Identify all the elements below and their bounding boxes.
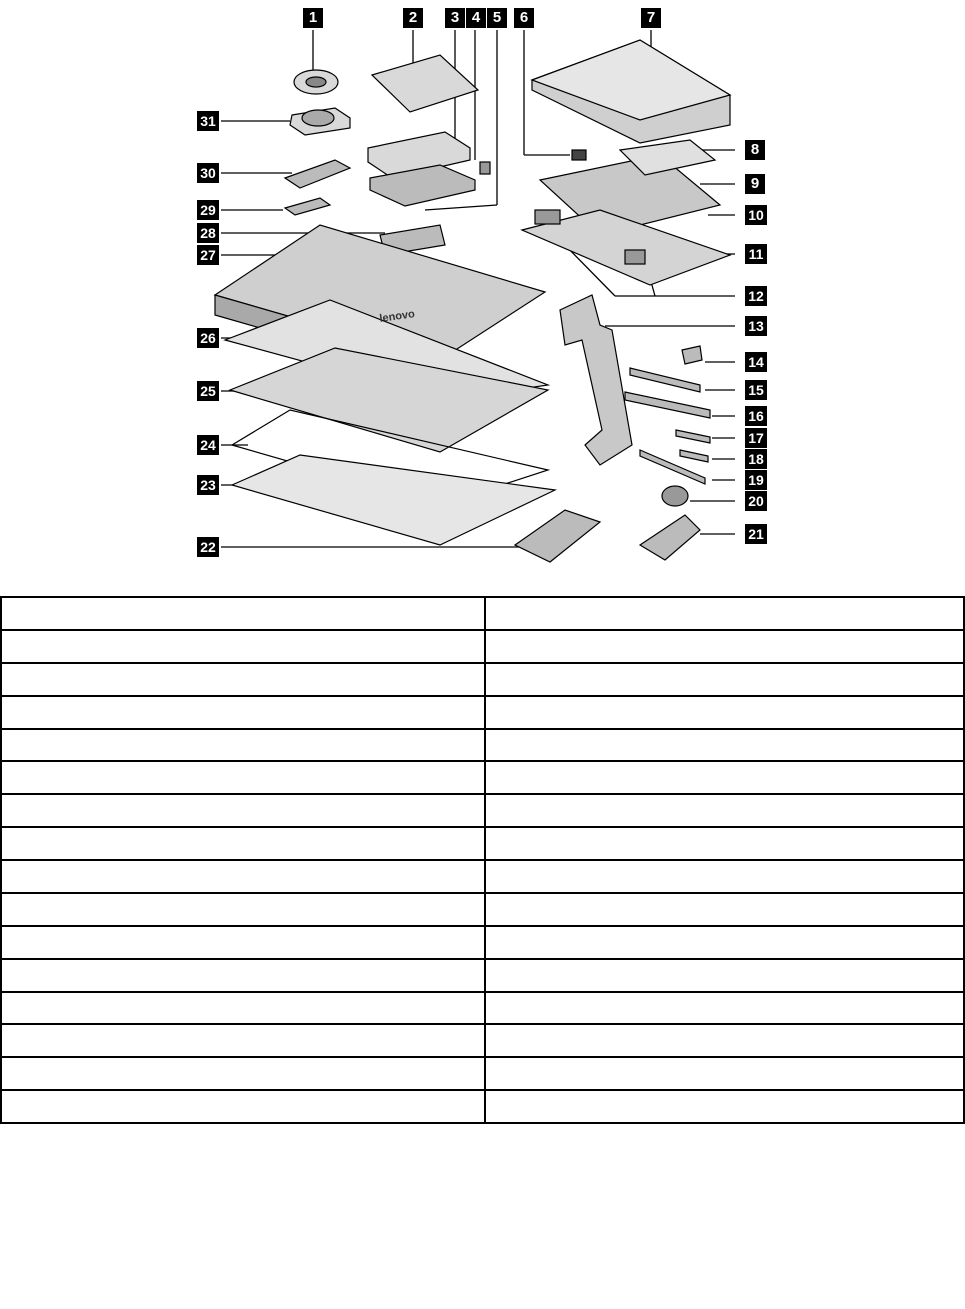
callout-9: 9	[745, 174, 765, 194]
callout-12: 12	[745, 286, 767, 306]
table-row	[1, 1090, 964, 1123]
table-cell-right	[485, 1024, 964, 1057]
table-cell-right	[485, 630, 964, 663]
table-cell-left	[1, 597, 485, 630]
callout-27: 27	[197, 245, 219, 265]
table-row	[1, 860, 964, 893]
table-row	[1, 893, 964, 926]
table-cell-right	[485, 794, 964, 827]
callout-11: 11	[745, 244, 767, 264]
table-row	[1, 630, 964, 663]
table-cell-right	[485, 992, 964, 1025]
table-cell-left	[1, 729, 485, 762]
callout-28: 28	[197, 223, 219, 243]
callout-5: 5	[487, 8, 507, 28]
table-cell-right	[485, 827, 964, 860]
table-cell-right	[485, 761, 964, 794]
callout-4: 4	[466, 8, 486, 28]
table-cell-left	[1, 696, 485, 729]
callout-25: 25	[197, 381, 219, 401]
table-cell-left	[1, 860, 485, 893]
table-cell-left	[1, 893, 485, 926]
table-row	[1, 794, 964, 827]
table-row	[1, 1057, 964, 1090]
table-cell-right	[485, 597, 964, 630]
parts-table-body	[1, 597, 964, 1123]
callout-1: 1	[303, 8, 323, 28]
parts-table	[0, 596, 965, 1124]
parts-illustration	[0, 0, 965, 580]
table-cell-left	[1, 761, 485, 794]
callout-14: 14	[745, 352, 767, 372]
callout-17: 17	[745, 428, 767, 448]
callout-19: 19	[745, 470, 767, 490]
callout-16: 16	[745, 406, 767, 426]
table-cell-left	[1, 827, 485, 860]
callout-22: 22	[197, 537, 219, 557]
table-cell-right	[485, 893, 964, 926]
callout-3: 3	[445, 8, 465, 28]
callout-20: 20	[745, 491, 767, 511]
callout-18: 18	[745, 449, 767, 469]
table-row	[1, 761, 964, 794]
table-row	[1, 729, 964, 762]
table-cell-left	[1, 663, 485, 696]
table-cell-right	[485, 729, 964, 762]
callout-13: 13	[745, 316, 767, 336]
table-cell-left	[1, 794, 485, 827]
callout-29: 29	[197, 200, 219, 220]
table-cell-right	[485, 860, 964, 893]
table-row	[1, 827, 964, 860]
table-cell-right	[485, 959, 964, 992]
logo: lenovo	[378, 308, 416, 325]
table-row	[1, 663, 964, 696]
callout-21: 21	[745, 524, 767, 544]
table-cell-right	[485, 926, 964, 959]
callout-2: 2	[403, 8, 423, 28]
table-row	[1, 959, 964, 992]
callout-10: 10	[745, 205, 767, 225]
callout-24: 24	[197, 435, 219, 455]
callout-7: 7	[641, 8, 661, 28]
table-cell-left	[1, 959, 485, 992]
table-row	[1, 992, 964, 1025]
callout-30: 30	[197, 163, 219, 183]
callout-8: 8	[745, 140, 765, 160]
table-cell-left	[1, 1024, 485, 1057]
callout-31: 31	[197, 111, 219, 131]
exploded-parts-diagram	[0, 0, 965, 580]
table-cell-right	[485, 663, 964, 696]
table-cell-left	[1, 630, 485, 663]
callout-23: 23	[197, 475, 219, 495]
table-row	[1, 926, 964, 959]
table-cell-right	[485, 1057, 964, 1090]
table-row	[1, 597, 964, 630]
table-cell-left	[1, 1090, 485, 1123]
table-cell-left	[1, 926, 485, 959]
table-row	[1, 1024, 964, 1057]
table-cell-left	[1, 1057, 485, 1090]
callout-15: 15	[745, 380, 767, 400]
table-cell-right	[485, 1090, 964, 1123]
callout-6: 6	[514, 8, 534, 28]
callout-26: 26	[197, 328, 219, 348]
table-cell-left	[1, 992, 485, 1025]
table-row	[1, 696, 964, 729]
table-cell-right	[485, 696, 964, 729]
